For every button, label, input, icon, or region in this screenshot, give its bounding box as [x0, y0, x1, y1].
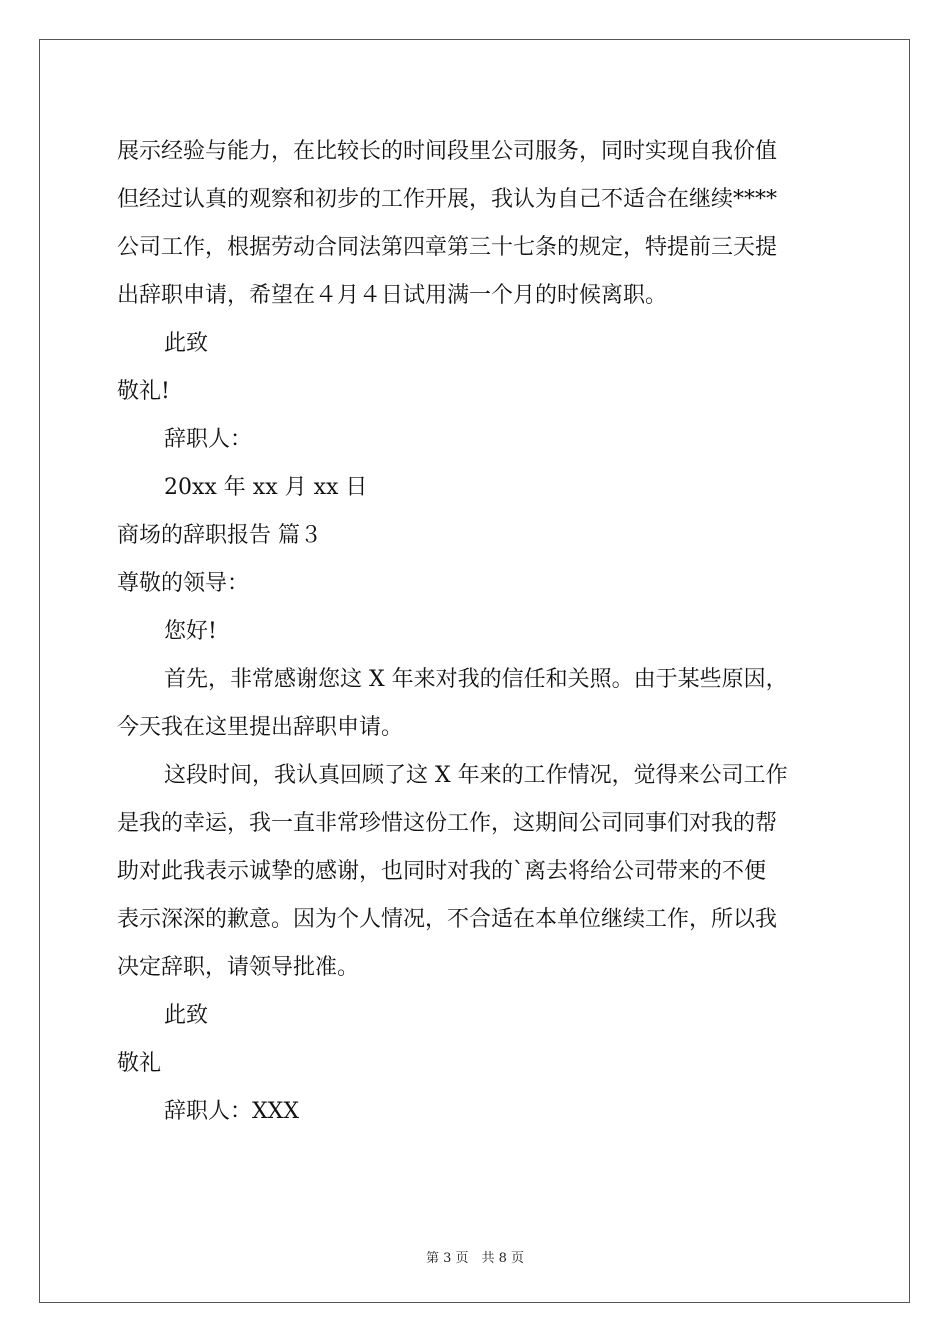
text-line: 今天我在这里提出辞职申请。 [117, 715, 404, 740]
text-line: 出辞职申请，希望在４月４日试用满一个月的时候离职。 [117, 283, 668, 308]
section-title: 商场的辞职报告 篇３ [117, 523, 322, 548]
salutation: 敬礼! [117, 379, 170, 404]
text-line: 但经过认真的观察和初步的工作开展，我认为自己不适合在继续**** [117, 187, 778, 212]
closing-phrase: 此致 [164, 1003, 209, 1028]
text-line: 首先，非常感谢您这 X 年来对我的信任和关照。由于某些原因， [164, 667, 788, 692]
page-number: 第 3 页 共 8 页 [425, 1251, 525, 1266]
text-line: 是我的幸运，我一直非常珍惜这份工作，这期间公司同事们对我的帮 [117, 811, 778, 836]
closing-phrase: 此致 [164, 331, 209, 356]
signature-label: 辞职人： [164, 427, 253, 452]
greeting: 尊敬的领导： [117, 571, 250, 596]
text-line: 决定辞职，请领导批准。 [117, 955, 360, 980]
greeting-hello: 您好! [164, 619, 217, 644]
text-line: 公司工作，根据劳动合同法第四章第三十七条的规定，特提前三天提 [117, 235, 778, 260]
document-body [117, 128, 837, 1136]
text-line: 展示经验与能力，在比较长的时间段里公司服务，同时实现自我价值 [117, 139, 778, 164]
date-line: 20xx 年 xx 月 xx 日 [164, 475, 368, 500]
salutation: 敬礼 [117, 1051, 162, 1076]
text-line: 助对此我表示诚挚的感谢，也同时对我的`离去将给公司带来的不便 [117, 859, 767, 884]
text-line: 表示深深的歉意。因为个人情况，不合适在本单位继续工作，所以我 [117, 907, 778, 932]
signature-label: 辞职人：XXX [164, 1099, 299, 1124]
text-line: 这段时间，我认真回顾了这 X 年来的工作情况，觉得来公司工作 [164, 763, 788, 788]
